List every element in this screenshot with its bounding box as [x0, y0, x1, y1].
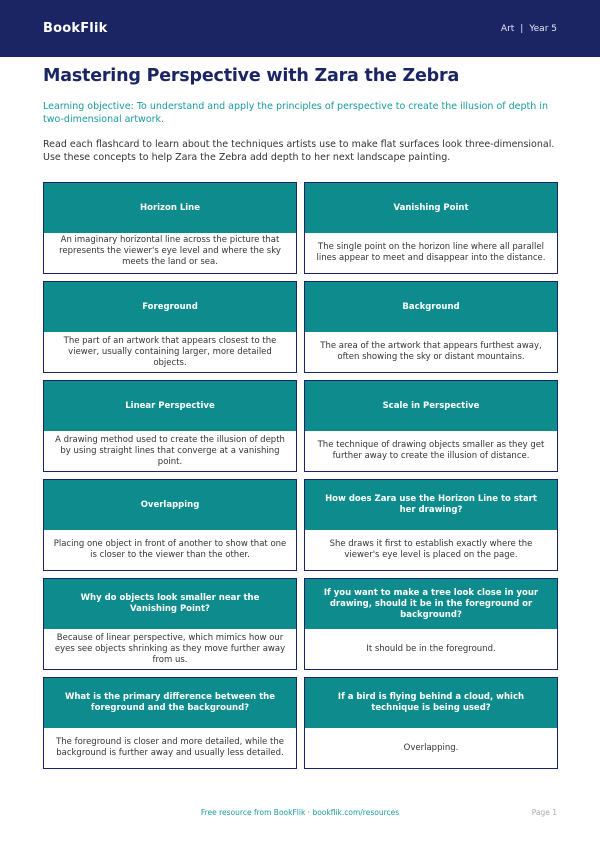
page-title: Mastering Perspective with Zara the Zebra	[43, 66, 460, 86]
flashcard-front: Why do objects look smaller near the Vanishing Point?	[44, 579, 296, 629]
flashcard-back: A drawing method used to create the illusion of depth by using straight lines that converge at a vanishing point.	[55, 434, 285, 467]
learning-objective: Learning objective: To understand and apply the principles of perspective to create the illusion of depth in two-dimensional artwork.	[43, 101, 548, 125]
flashcard[interactable]	[304, 182, 558, 274]
flashcard[interactable]	[304, 578, 558, 670]
flashcard[interactable]	[304, 380, 558, 472]
flashcard-front: Background	[305, 282, 557, 332]
flashcard-back: The foreground is closer and more detailed, while the background is further away and usually less detailed.	[56, 737, 284, 758]
subject-label: Art	[500, 23, 515, 34]
flashcard-front: Linear Perspective	[44, 381, 296, 431]
flashcard[interactable]	[43, 578, 297, 670]
flashcard-back: The single point on the horizon line where all parallel lines appear to meet and disappear into the distance.	[316, 242, 546, 263]
flashcard-back: The part of an artwork that appears closest to the viewer, usually containing larger, more detailed objects.	[63, 335, 277, 368]
flashcard[interactable]	[304, 677, 558, 769]
flashcard[interactable]	[43, 182, 297, 274]
flashcard-front: Scale in Perspective	[305, 381, 557, 431]
brand-logo[interactable]: BookFlik	[43, 21, 108, 36]
flashcard-front: Foreground	[44, 282, 296, 332]
flashcard-back: Overlapping.	[403, 742, 459, 753]
intro-text: Read each flashcard to learn about the techniques artists use to make flat surfaces look three-dimensional. Use these concepts to help Zara the Zebra add depth to her next landscape painting.	[43, 139, 555, 163]
flashcard-front: If a bird is flying behind a cloud, which technique is being used?	[305, 678, 557, 728]
flashcard-back: An imaginary horizontal line across the picture that represents the viewer's eye level and where the sky meets the land or sea.	[59, 235, 281, 267]
flashcard[interactable]	[43, 281, 297, 373]
flashcard-front: If you want to make a tree look close in your drawing, should it be in the foreground or background?	[305, 579, 557, 629]
year-label: Year 5	[529, 23, 557, 34]
flashcard-back: The area of the artwork that appears furthest away, often showing the sky or distant mountains.	[320, 341, 542, 362]
flashcard[interactable]	[43, 677, 297, 769]
page-number: Page 1	[531, 808, 557, 817]
flashcard-front: Vanishing Point	[305, 183, 557, 233]
header-meta	[501, 24, 557, 34]
flashcard[interactable]	[43, 479, 297, 571]
flashcard-front: What is the primary difference between the foreground and the background?	[44, 678, 296, 728]
flashcard-back: It should be in the foreground.	[366, 643, 496, 654]
flashcard-grid	[43, 182, 558, 769]
top-bar	[0, 0, 600, 57]
flashcard-back: Because of linear perspective, which mimics how our eyes see objects shrinking as they move further away from us.	[54, 632, 286, 665]
flashcard-back: She draws it first to establish exactly where the viewer's eye level is placed on the page.	[329, 539, 533, 560]
flashcard-front: Overlapping	[44, 480, 296, 530]
flashcard[interactable]	[304, 281, 558, 373]
flashcard-back: Placing one object in front of another to show that one is closer to the viewer than the other.	[53, 539, 287, 560]
flashcard-back: The technique of drawing objects smaller as they get further away to create the illusion of distance.	[317, 440, 545, 461]
flashcard-front: How does Zara use the Horizon Line to start her drawing?	[305, 480, 557, 530]
meta-separator: |	[520, 23, 524, 34]
flashcard-front: Horizon Line	[44, 183, 296, 233]
flashcard[interactable]	[43, 380, 297, 472]
footer-credit-link[interactable]: Free resource from BookFlik · bookflik.com/resources	[200, 808, 400, 817]
flashcard[interactable]	[304, 479, 558, 571]
